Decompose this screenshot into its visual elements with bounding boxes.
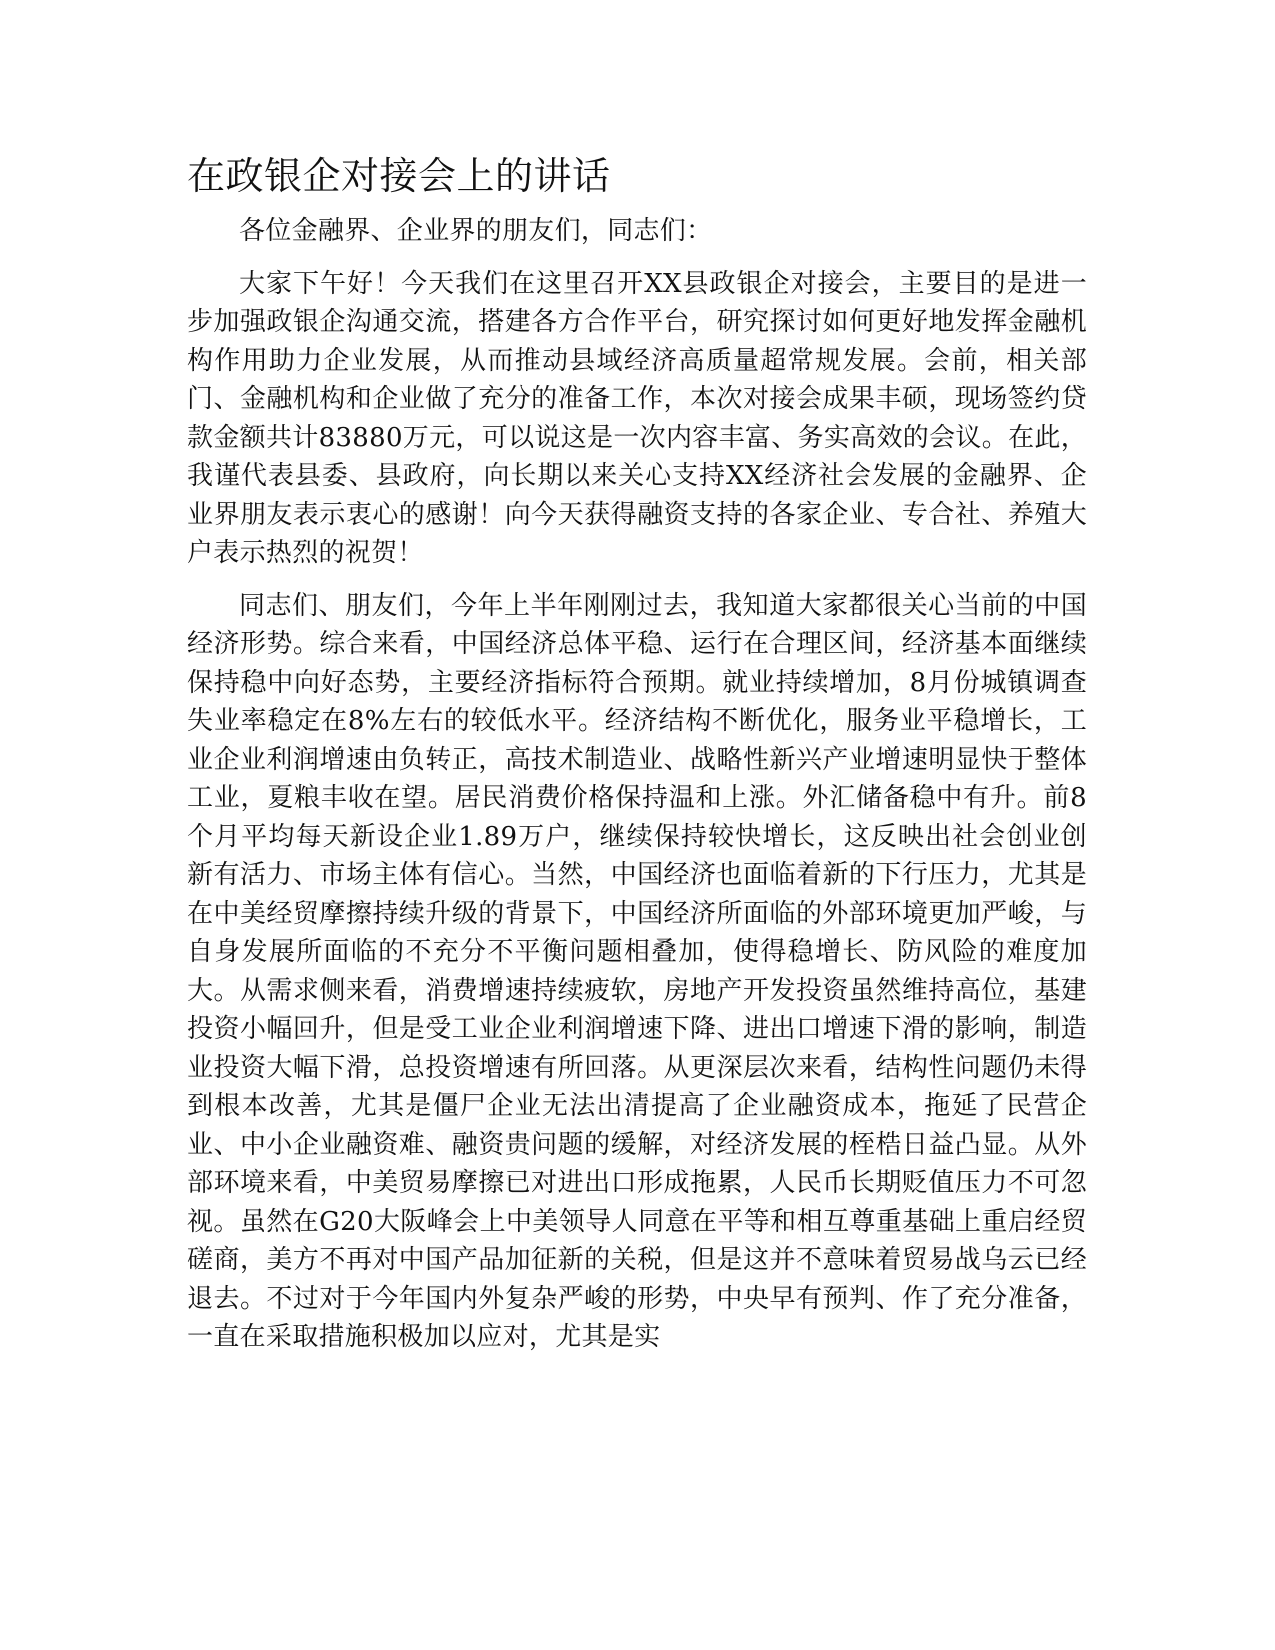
opening-paragraph: 大家下午好！今天我们在这里召开XX县政银企对接会，主要目的是进一步加强政银企沟通交流，搭建各方合作平台，研究探讨如何更好地发挥金融机构作用助力企业发展，从而推动县域经济高质量超常规发展。会前，相关部门、金融机构和企业做了充分的准备工作，本次对接会成果丰硕，现场签约贷款金额共计83880万元，可以说这是一次内容丰富、务实高效的会议。在此，我谨代表县委、县政府，向长期以来关心支持XX经济社会发展的金融界、企业界朋友表示衷心的感谢！向今天获得融资支持的各家企业、专合社、养殖大户表示热烈的祝贺！ [187, 268, 1087, 568]
economy-paragraph: 同志们、朋友们，今年上半年刚刚过去，我知道大家都很关心当前的中国经济形势。综合来看，中国经济总体平稳、运行在合理区间，经济基本面继续保持稳中向好态势，主要经济指标符合预期。就业持续增加，8月份城镇调查失业率稳定在8%左右的较低水平。经济结构不断优化，服务业平稳增长，工业企业利润增速由负转正，高技术制造业、战略性新兴产业增速明显快于整体工业，夏粮丰收在望。居民消费价格保持温和上涨。外汇储备稳中有升。前8个月平均每天新设企业1.89万户，继续保持较快增长，这反映出社会创业创新有活力、市场主体有信心。当然，中国经济也面临着新的下行压力，尤其是在中美经贸摩擦持续升级的背景下，中国经济所面临的外部环境更加严峻，与自身发展所面临的不充分不平衡问题相叠加，使得稳增长、防风险的难度加大。从需求侧来看，消费增速持续疲软，房地产开发投资虽然维持高位，基建投资小幅回升，但是受工业企业利润增速下降、进出口增速下滑的影响，制造业投资大幅下滑，总投资增速有所回落。从更深层次来看，结构性问题仍未得到根本改善，尤其是僵尸企业无法出清提高了企业融资成本，拖延了民营企业、中小企业融资难、融资贵问题的缓解，对经济发展的桎梏日益凸显。从外部环境来看，中美贸易摩擦已对进出口形成拖累，人民币长期贬值压力不可忽视。虽然在G20大阪峰会上中美领导人同意在平等和相互尊重基础上重启经贸磋商，美方不再对中国产品加征新的关税，但是这并不意味着贸易战乌云已经退去。不过对于今年国内外复杂严峻的形势，中央早有预判、作了充分准备，一直在采取措施积极加以应对，尤其是实 [187, 590, 1087, 1352]
salutation-paragraph: 各位金融界、企业界的朋友们，同志们： [239, 216, 713, 246]
document-body [187, 150, 1087, 1371]
document-title: 在政银企对接会上的讲话 [187, 154, 611, 198]
